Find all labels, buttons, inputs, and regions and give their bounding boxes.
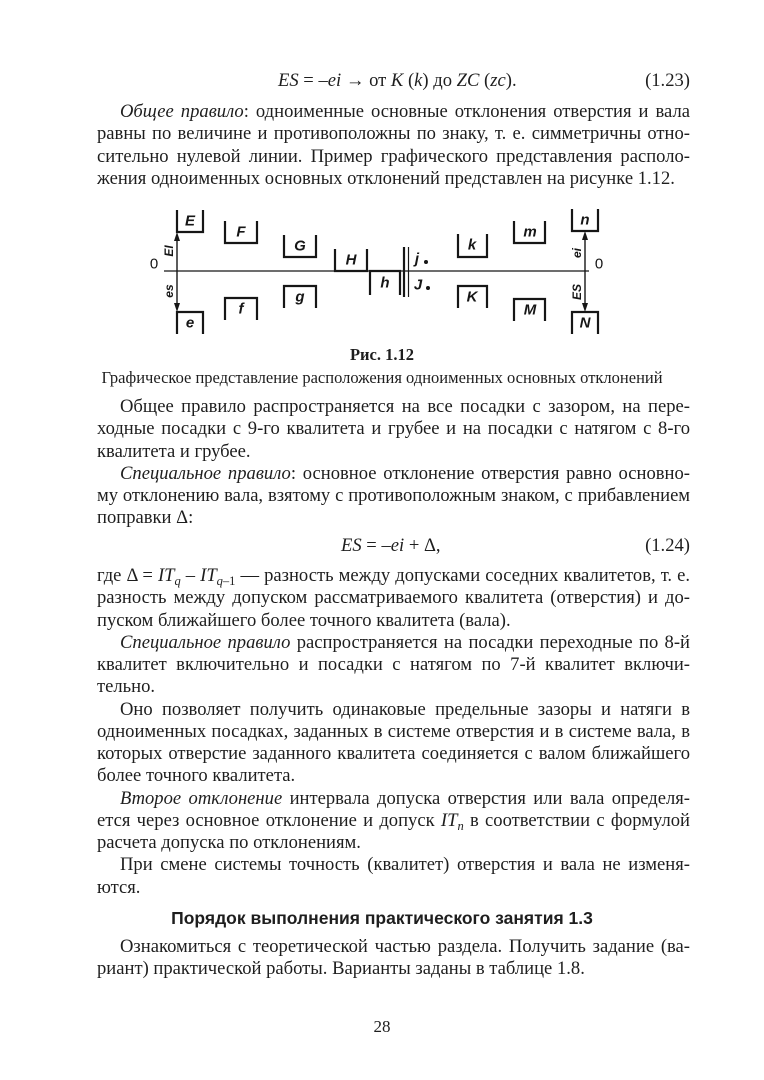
text-run: разность между допуском рассматриваемого квалитета (отверстия) и до- (97, 587, 690, 609)
text-run: квалитета и грубее. (97, 440, 251, 462)
text-run: где Δ = (97, 565, 158, 586)
letter-J: J (413, 276, 423, 294)
text-run: распространяется на посадки переходные по 8-й (290, 631, 690, 653)
text-run: = – (361, 535, 391, 556)
paragraph (97, 565, 690, 632)
text-line (97, 610, 690, 632)
text-run: ). (505, 70, 517, 91)
formula-expression (341, 535, 441, 557)
text-line (97, 676, 690, 698)
paragraph (97, 788, 690, 855)
text-run: ходные посадки с 9-го квалитета и грубее и на посадки с натягом с 8-го (97, 418, 690, 440)
letter-n: n (580, 211, 590, 229)
zero-label-left: 0 (149, 255, 159, 273)
text-line (97, 123, 690, 145)
paragraph (97, 463, 690, 530)
deviation-diagram (140, 200, 620, 345)
text-run: риант) практической работы. Варианты заданы в таблице 1.8. (97, 958, 585, 980)
italic-run: k (414, 70, 423, 91)
subscript: n (457, 818, 464, 833)
text-line (97, 936, 690, 958)
label-es: es (162, 284, 176, 298)
text-run: ется через основное отклонение и допуск (97, 809, 441, 831)
left-arrowhead-down (174, 303, 180, 312)
text-line (97, 743, 690, 765)
italic-run: Специальное правило (120, 462, 291, 484)
text-line (97, 854, 690, 876)
text-line (97, 958, 690, 980)
italic-run: ZC (456, 70, 480, 91)
italic-run: zc (490, 70, 506, 91)
text-run: расчета допуска по отклонениям. (97, 832, 361, 853)
letter-N: N (579, 314, 591, 332)
text-run: — разность между допусками соседних квалитетов, т. е. (235, 565, 691, 586)
text-line (97, 418, 690, 440)
letter-m: m (523, 223, 537, 241)
letter-k: k (467, 236, 477, 254)
text-line (97, 788, 690, 810)
left-arrowhead-up (174, 232, 180, 241)
italic-run: ei (327, 70, 342, 91)
italic-run: IT (440, 809, 458, 831)
text-run: ются. (97, 876, 141, 898)
text-line (97, 168, 690, 190)
paragraph (97, 936, 690, 981)
text-run: ( (479, 70, 491, 91)
text-line (97, 877, 690, 899)
text-line (97, 810, 690, 832)
formula-number: (1.23) (645, 70, 690, 91)
text-line (97, 507, 690, 529)
text-run: ( (403, 70, 415, 91)
text-line (97, 485, 690, 507)
text-line (97, 146, 690, 168)
text-line (97, 632, 690, 654)
italic-run: ES (341, 535, 362, 556)
italic-run: IT (200, 565, 217, 586)
text-run: сительно нулевой линии. Пример графического представления располо- (97, 145, 690, 167)
right-arrowhead-down (582, 303, 588, 312)
text-run: интервала допуска отверстия или вала определя- (282, 787, 690, 809)
text-run: более точного квалитета. (97, 765, 296, 787)
zero-label-right: 0 (594, 255, 604, 273)
text-run: : одноименные основные отклонения отверстия и вала (243, 101, 690, 122)
letter-F: F (236, 223, 246, 241)
text-line (97, 654, 690, 676)
letter-h: h (380, 274, 390, 292)
letter-G: G (294, 237, 306, 255)
text-run: му отклонению вала, взятому с противоположным знаком, с прибавлением (97, 485, 690, 506)
subscript: q (216, 574, 223, 588)
label-ES: ES (570, 283, 584, 301)
text-run: пуском ближайшего более точного квалитета (вала). (97, 609, 511, 631)
letter-H: H (345, 251, 357, 269)
italic-run: K (390, 70, 404, 91)
italic-run: Общее правило (120, 101, 244, 122)
text-run: Ознакомиться с теоретической частью раздела. Получить задание (ва- (120, 936, 690, 957)
text-run: – (180, 565, 201, 586)
letter-M: M (523, 301, 537, 319)
formula-number: (1.24) (645, 535, 690, 556)
italic-run: ES (278, 70, 299, 91)
text-run: + Δ, (404, 535, 441, 556)
right-arrowhead-up (582, 231, 588, 240)
Js-marker-dot (426, 286, 430, 290)
italic-run: ei (390, 535, 405, 556)
text-run: При смене системы точность (квалитет) отверстия и вала не изменя- (120, 854, 690, 876)
text-run: : основное отклонение отверстия равно основно- (290, 462, 690, 484)
text-run: равны по величине и противоположны по знаку, т. е. симметричны отно- (97, 123, 690, 145)
text-run: тельно. (97, 676, 156, 698)
text-line (97, 832, 690, 854)
js-marker-dot (424, 260, 428, 264)
text-run: квалитет включительно и посадки с натягом по 7-й квалитет включи- (97, 654, 690, 675)
text-run: ) до (422, 70, 457, 91)
text-line (97, 765, 690, 787)
label-ei: ei (570, 247, 584, 259)
letter-e: e (185, 314, 195, 332)
text-line (97, 721, 690, 743)
paragraph (97, 396, 690, 463)
subscript: q (174, 574, 181, 588)
figure-caption: Графическое представление расположения одноименных основных отклонений (101, 368, 663, 387)
text-section-procedure (97, 936, 690, 981)
paragraph (97, 854, 690, 899)
letter-K: K (466, 288, 478, 306)
subscript: –1 (222, 574, 236, 588)
section-heading: Порядок выполнения практического занятия 1.3 (171, 908, 593, 928)
label-EI: EI (162, 245, 176, 257)
text-run: одноименных посадках, заданных в системе отверстия и в системе вала, в (97, 720, 690, 742)
italic-run: IT (157, 565, 175, 586)
figure-number: Рис. 1.12 (349, 345, 415, 364)
page-number: 28 (373, 1017, 391, 1036)
text-run: Оно позволяет получить одинаковые предельные зазоры и натяги в (120, 698, 690, 720)
text-line (97, 396, 690, 418)
formula-1-23 (97, 70, 690, 93)
letter-f: f (238, 300, 244, 318)
text-section-rules (97, 396, 690, 530)
text-run: Общее правило распространяется на все посадки с зазором, на пере- (120, 396, 690, 417)
text-line (97, 587, 690, 609)
italic-run: Второе отклонение (120, 787, 283, 809)
text-line (97, 699, 690, 721)
text-run: → от (341, 70, 391, 91)
formula-expression (278, 70, 517, 92)
text-line (97, 441, 690, 463)
paragraph (97, 699, 690, 788)
paragraph (97, 632, 690, 699)
text-run: которых отверстие заданного квалитета соединяется с валом ближайшего (97, 743, 690, 764)
text-line (97, 463, 690, 485)
text-section-intro (97, 101, 690, 190)
text-section-explanation (97, 565, 690, 899)
text-line (97, 565, 690, 587)
letter-g: g (295, 288, 305, 306)
text-run: = – (298, 70, 328, 91)
formula-1-24 (97, 535, 690, 558)
letter-j: j (414, 250, 420, 268)
text-run: в соответствии с формулой (463, 809, 690, 831)
text-run: поправки Δ: (97, 507, 194, 529)
text-run: жения одноименных основных отклонений представлен на рисунке 1.12. (97, 167, 675, 189)
italic-run: Специальное правило (120, 631, 291, 653)
paragraph (97, 101, 690, 190)
letter-E: E (184, 212, 196, 230)
text-line (97, 101, 690, 123)
